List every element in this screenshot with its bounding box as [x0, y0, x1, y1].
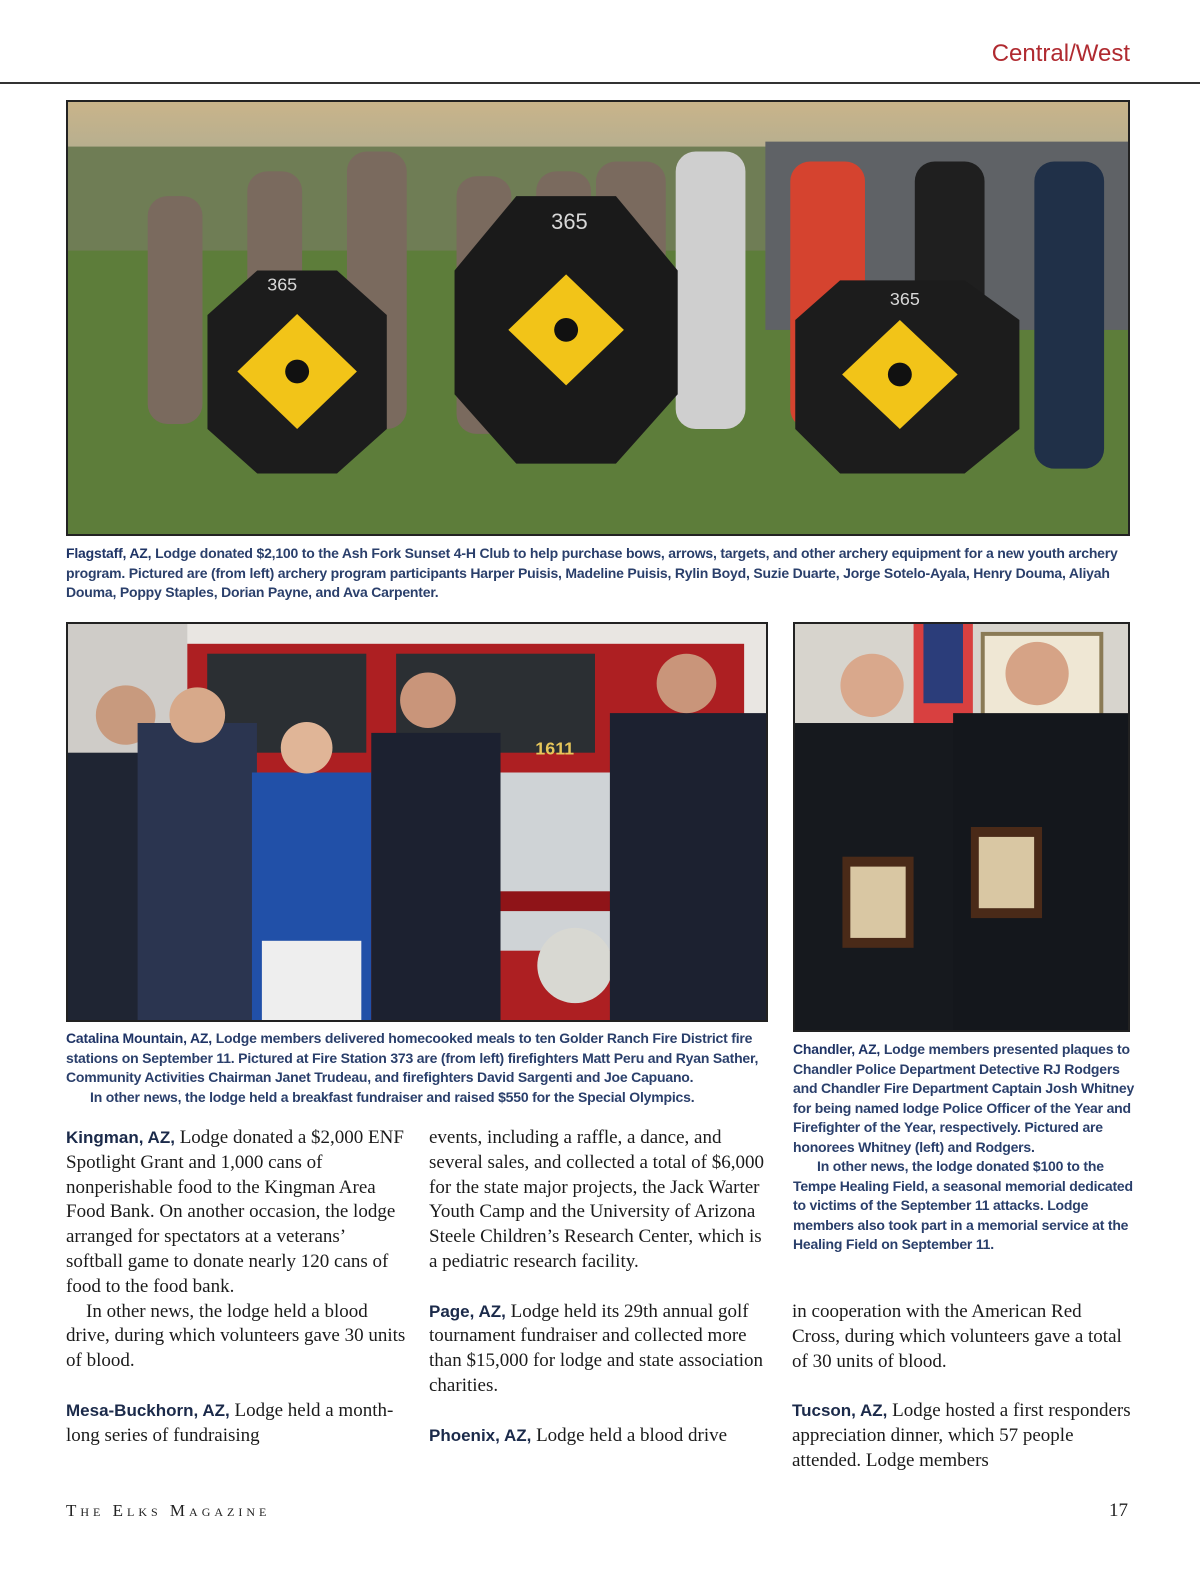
article-place: Page, AZ,: [429, 1301, 506, 1321]
caption-text-2: In other news, the lodge held a breakfast fundraiser and raised $550 for the Special Olympics.: [90, 1088, 695, 1105]
caption-place: Catalina Mountain, AZ,: [66, 1030, 212, 1046]
caption-catalina: [66, 1029, 771, 1107]
article-text: Lodge held a blood drive: [536, 1424, 728, 1446]
article-text: Lodge hosted a first responders appreciation dinner, which 57 people attended. Lodge members: [792, 1400, 1131, 1471]
article-column-3: [792, 1300, 1132, 1474]
page-number: 17: [1109, 1500, 1128, 1521]
caption-text-2: In other news, the lodge donated $100 to the Tempe Healing Field, a seasonal memorial dedicated to victims of the September 11 attacks. Lodge members also took part in a memorial service at the Healing Field on September 11.: [793, 1158, 1133, 1252]
article-kingman-2: In other news, the lodge held a blood drive, during which volunteers gave 30 units of blood.: [66, 1300, 406, 1372]
article-mesa: [66, 1399, 406, 1449]
firetruck-photo: [66, 622, 768, 1022]
target-logo: 365: [889, 289, 920, 310]
article-page: [429, 1300, 769, 1399]
honorees-photo: [793, 622, 1130, 1032]
caption-text: Lodge members delivered homecooked meals to ten Golder Ranch Fire District fire stations on September 11. Pictured at Fire Station 373 are (from left) firefighters Matt Peru and Ryan Sather, Community Activities Chairman Janet Trudeau, and firefighters David Sargenti and Joe Capuano.: [66, 1030, 759, 1085]
caption-text: Lodge donated $2,100 to the Ash Fork Sunset 4-H Club to help purchase bows, arrows, targets, and other archery equipment for a new youth archery program. Pictured are (from left) archery program participants Harper Puisis, Madeline Puisis, Rylin Boyd, Suzie Duarte, Jorge Sotelo-Ayala, Henry Douma, Aliyah Douma, Poppy Staples, Dorian Payne, and Ava Carpenter.: [66, 545, 1118, 600]
article-phoenix: [429, 1424, 769, 1449]
article-column-1: [66, 1126, 406, 1448]
magazine-name: The Elks Magazine: [66, 1501, 271, 1520]
archery-photo: [66, 100, 1130, 536]
article-place: Phoenix, AZ,: [429, 1425, 532, 1445]
header-rule: [0, 82, 1200, 84]
caption-place: Flagstaff, AZ,: [66, 545, 152, 561]
article-mesa-cont: events, including a raffle, a dance, and several sales, and collected a total of $6,000 for the state major projects, the Jack Warter Youth Camp and the University of Arizona Steele Children’s Research Center, which is a pediatric research facility.: [429, 1127, 765, 1272]
article-tucson: [792, 1399, 1132, 1473]
article-text: Lodge held a month-long series of fundraising: [66, 1399, 394, 1446]
article-place: Mesa-Buckhorn, AZ,: [66, 1400, 230, 1420]
truck-number: 1611: [535, 738, 575, 759]
section-title: Central/West: [991, 40, 1130, 67]
article-place: Tucson, AZ,: [792, 1401, 888, 1421]
article-kingman: [66, 1126, 406, 1300]
article-text: Lodge held its 29th annual golf tournament fundraiser and collected more than $15,000 for lodge and state association charities.: [429, 1300, 764, 1396]
caption-flagstaff: [66, 544, 1132, 603]
article-text: Lodge donated a $2,000 ENF Spotlight Grant and 1,000 cans of nonperishable food to the Kingman Area Food Bank. On another occasion, the lodge arranged for spectators at a veterans’ softball game to donate nearly 120 cans of food to the food bank.: [66, 1127, 404, 1297]
target-logo: 365: [267, 274, 298, 295]
caption-place: Chandler, AZ,: [793, 1041, 881, 1057]
article-phoenix-cont: in cooperation with the American Red Cross, during which volunteers gave a total of 30 units of blood.: [792, 1301, 1122, 1372]
caption-chandler: [793, 1040, 1138, 1255]
caption-text: Lodge members presented plaques to Chandler Police Department Detective RJ Rodgers and Chandler Fire Department Captain Josh Whitney for being named lodge Police Officer of the Year and Firefighter of the Year, respectively. Pictured are honorees Whitney (left) and Rodgers.: [793, 1041, 1135, 1155]
target-logo: 365: [551, 208, 588, 234]
article-column-2: [429, 1126, 769, 1448]
article-place: Kingman, AZ,: [66, 1128, 175, 1147]
